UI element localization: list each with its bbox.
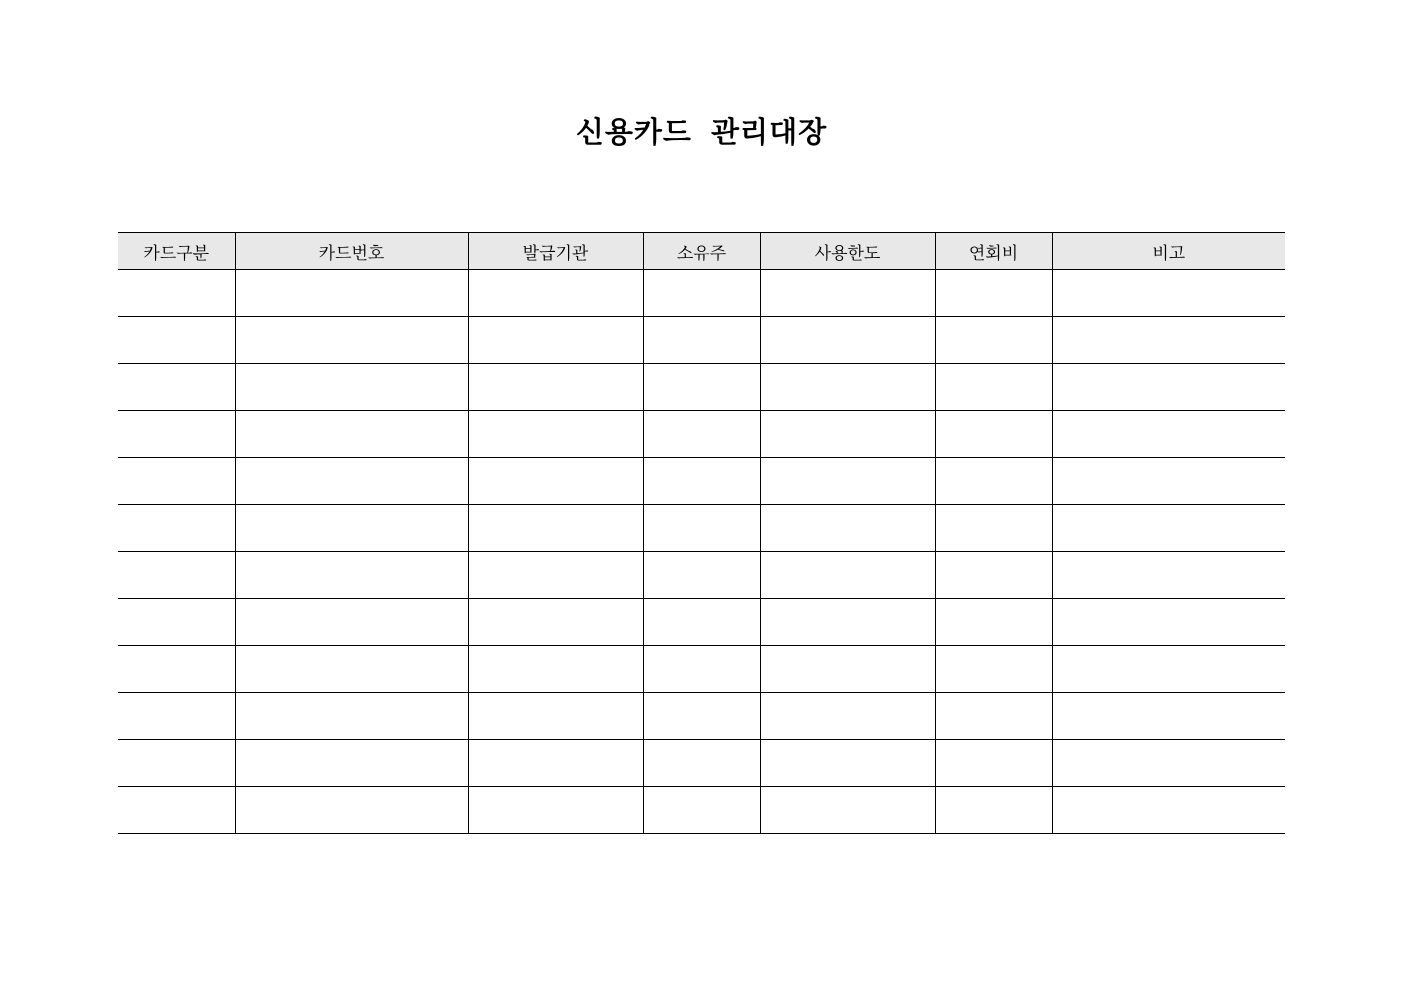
table-cell-card-number: [235, 411, 468, 458]
table-cell-annual-fee: [935, 270, 1052, 317]
table-cell-card-number: [235, 552, 468, 599]
table-cell-credit-limit: [760, 787, 935, 834]
table-cell-card-type: [118, 505, 235, 552]
table-cell-annual-fee: [935, 787, 1052, 834]
table-cell-card-type: [118, 740, 235, 787]
table-cell-card-number: [235, 646, 468, 693]
table-cell-annual-fee: [935, 740, 1052, 787]
table-cell-owner: [643, 364, 760, 411]
table-cell-card-number: [235, 599, 468, 646]
table-cell-credit-limit: [760, 693, 935, 740]
table-cell-card-type: [118, 364, 235, 411]
table-cell-card-number: [235, 693, 468, 740]
table-cell-issuer: [468, 505, 643, 552]
table-cell-card-number: [235, 458, 468, 505]
table-cell-annual-fee: [935, 458, 1052, 505]
table-cell-issuer: [468, 740, 643, 787]
table-row: [118, 552, 1285, 599]
table-cell-credit-limit: [760, 270, 935, 317]
table-cell-card-type: [118, 599, 235, 646]
table-cell-remarks: [1052, 740, 1285, 787]
table-cell-card-number: [235, 317, 468, 364]
table-cell-remarks: [1052, 693, 1285, 740]
table-cell-card-type: [118, 270, 235, 317]
table-row: [118, 505, 1285, 552]
table-cell-credit-limit: [760, 552, 935, 599]
column-header-card-number: 카드번호: [235, 233, 468, 270]
table-cell-remarks: [1052, 364, 1285, 411]
table-cell-owner: [643, 270, 760, 317]
table-cell-annual-fee: [935, 693, 1052, 740]
table-row: [118, 270, 1285, 317]
table-cell-annual-fee: [935, 411, 1052, 458]
table-cell-owner: [643, 787, 760, 834]
table-cell-issuer: [468, 458, 643, 505]
table-cell-remarks: [1052, 646, 1285, 693]
table-cell-owner: [643, 646, 760, 693]
column-header-credit-limit: 사용한도: [760, 233, 935, 270]
table-cell-issuer: [468, 411, 643, 458]
table-cell-owner: [643, 411, 760, 458]
table-cell-owner: [643, 693, 760, 740]
table-cell-issuer: [468, 693, 643, 740]
table-body: [118, 270, 1285, 834]
table-cell-remarks: [1052, 505, 1285, 552]
table-cell-credit-limit: [760, 458, 935, 505]
page-title: 신용카드 관리대장: [575, 115, 828, 149]
table-cell-issuer: [468, 552, 643, 599]
credit-card-ledger-table: [118, 232, 1285, 834]
table-row: [118, 599, 1285, 646]
table-cell-remarks: [1052, 787, 1285, 834]
table-cell-annual-fee: [935, 364, 1052, 411]
table-cell-card-type: [118, 646, 235, 693]
table-cell-remarks: [1052, 552, 1285, 599]
table-cell-card-type: [118, 787, 235, 834]
table-cell-annual-fee: [935, 317, 1052, 364]
table-cell-credit-limit: [760, 505, 935, 552]
table-cell-owner: [643, 317, 760, 364]
table-row: [118, 787, 1285, 834]
table-cell-card-type: [118, 458, 235, 505]
table-cell-issuer: [468, 364, 643, 411]
table-cell-credit-limit: [760, 411, 935, 458]
table-cell-card-number: [235, 787, 468, 834]
table-cell-card-type: [118, 552, 235, 599]
table-row: [118, 317, 1285, 364]
table-cell-card-type: [118, 411, 235, 458]
table-row: [118, 646, 1285, 693]
table-cell-remarks: [1052, 458, 1285, 505]
table-cell-card-number: [235, 505, 468, 552]
column-header-card-type: 카드구분: [118, 233, 235, 270]
table-cell-owner: [643, 740, 760, 787]
table-cell-owner: [643, 458, 760, 505]
table-cell-annual-fee: [935, 646, 1052, 693]
table-cell-annual-fee: [935, 552, 1052, 599]
table-cell-annual-fee: [935, 599, 1052, 646]
table-cell-issuer: [468, 599, 643, 646]
table-cell-issuer: [468, 270, 643, 317]
table-cell-credit-limit: [760, 364, 935, 411]
table-cell-credit-limit: [760, 599, 935, 646]
column-header-annual-fee: 연회비: [935, 233, 1052, 270]
table-cell-issuer: [468, 646, 643, 693]
table-cell-card-type: [118, 693, 235, 740]
table-row: [118, 458, 1285, 505]
table-cell-remarks: [1052, 270, 1285, 317]
table-cell-credit-limit: [760, 317, 935, 364]
column-header-issuer: 발급기관: [468, 233, 643, 270]
table-cell-owner: [643, 599, 760, 646]
table-cell-credit-limit: [760, 740, 935, 787]
table-cell-issuer: [468, 787, 643, 834]
table-row: [118, 740, 1285, 787]
table-row: [118, 411, 1285, 458]
table-cell-owner: [643, 505, 760, 552]
table-row: [118, 693, 1285, 740]
table-header-row: [118, 233, 1285, 270]
table-cell-annual-fee: [935, 505, 1052, 552]
table-cell-remarks: [1052, 599, 1285, 646]
table-cell-card-type: [118, 317, 235, 364]
column-header-remarks: 비고: [1052, 233, 1285, 270]
table-cell-credit-limit: [760, 646, 935, 693]
table-cell-issuer: [468, 317, 643, 364]
table-cell-owner: [643, 552, 760, 599]
table-cell-card-number: [235, 364, 468, 411]
table-row: [118, 364, 1285, 411]
table-cell-card-number: [235, 740, 468, 787]
table-cell-remarks: [1052, 317, 1285, 364]
table-cell-card-number: [235, 270, 468, 317]
table-cell-remarks: [1052, 411, 1285, 458]
column-header-owner: 소유주: [643, 233, 760, 270]
